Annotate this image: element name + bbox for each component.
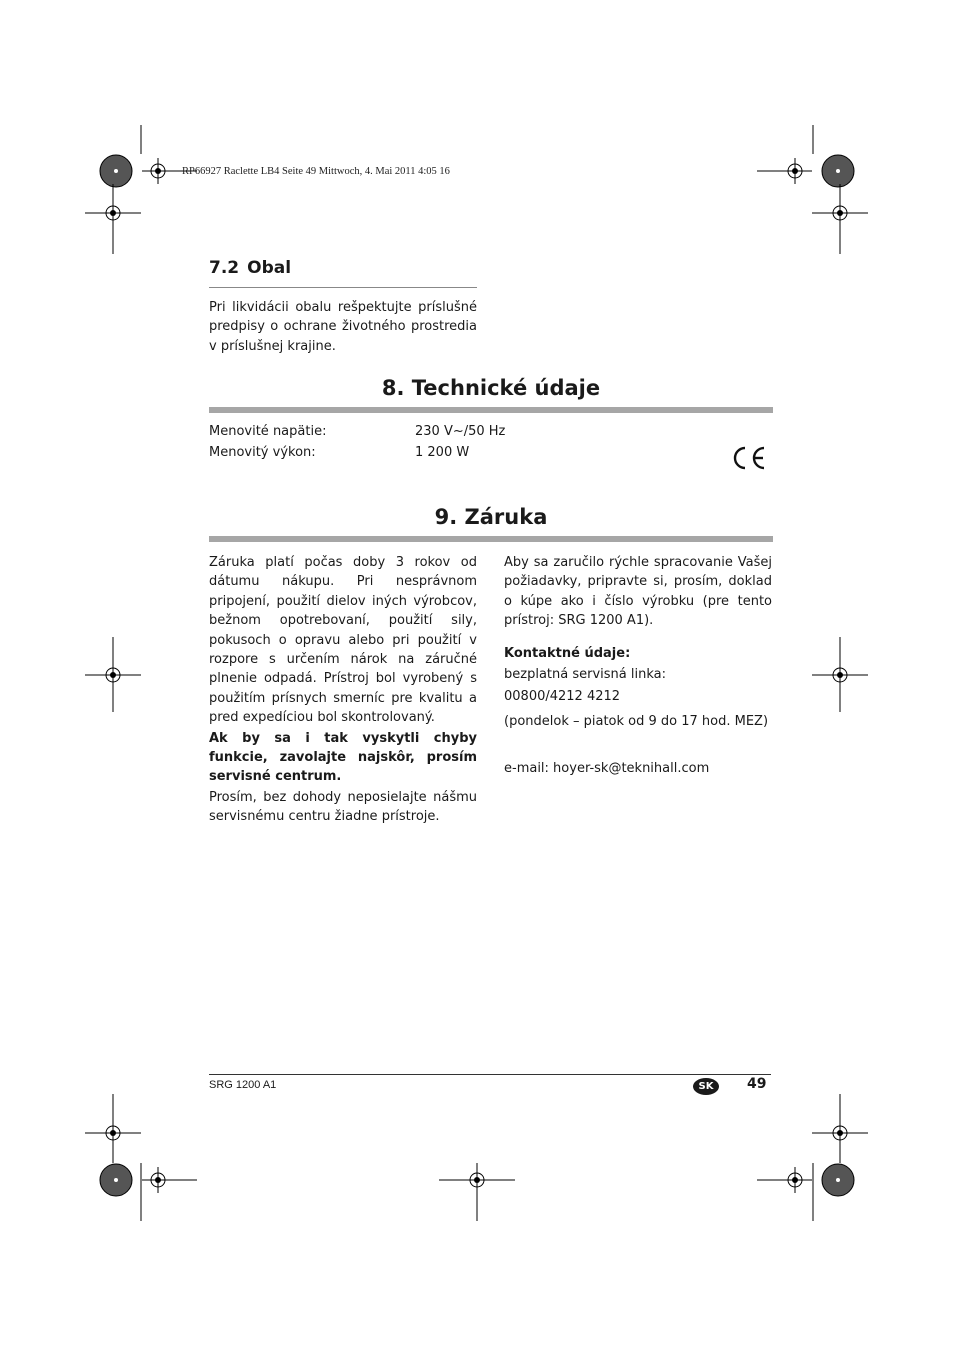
hotline-hours: (pondelok – piatok od 9 do 17 hod. MEZ) xyxy=(504,713,769,729)
section-7-2-text: Pri likvidácii obalu rešpektujte príslušné predpisy o ochrane životného prostredia v príslušnej krajine. xyxy=(209,300,477,354)
contact-title: Kontaktné údaje: xyxy=(504,645,631,661)
section-8-rule xyxy=(209,407,773,413)
language-badge: SK xyxy=(693,1078,719,1095)
section-7-2-title: Obal xyxy=(247,258,292,278)
footer-rule xyxy=(209,1074,771,1075)
section-7-2-rule xyxy=(209,287,477,288)
hotline-phone: 00800/4212 4212 xyxy=(504,689,621,705)
spec-voltage-value: 230 V~/50 Hz xyxy=(415,424,506,439)
spec-power-value: 1 200 W xyxy=(415,445,470,460)
warranty-bold-text: Ak by sa i tak vyskytli chyby funkcie, zavolajte najskôr, prosím servisné centrum. xyxy=(209,730,477,785)
warranty-right-text: Aby sa zaručilo rýchle spracovanie Vašej požiadavky, pripravte si, prosím, doklad o kúpe ako i číslo výrobku (pre tento prístroj: SRG 1200 A1). xyxy=(504,555,772,629)
warranty-text-2: Prosím, bez dohody neposielajte nášmu servisnému centru žiadne prístroje. xyxy=(209,789,477,825)
warranty-right-column xyxy=(504,553,772,779)
page-number: 49 xyxy=(747,1076,767,1092)
section-7-2-number: 7.2 xyxy=(209,258,240,278)
section-8-title: 8. Technické údaje xyxy=(381,376,601,400)
section-9-title: 9. Záruka xyxy=(434,505,548,529)
warranty-left-column xyxy=(209,553,477,827)
print-info: RP66927 Raclette LB4 Seite 49 Mittwoch, 4. Mai 2011 4:05 16 xyxy=(182,166,450,177)
section-7-2-heading xyxy=(209,258,291,278)
ce-mark-icon xyxy=(729,445,767,471)
spec-power-label: Menovitý výkon: xyxy=(209,445,316,460)
warranty-text-1: Záruka platí počas doby 3 rokov od dátumu nákupu. Pri nesprávnom pripojení, použití dielov iných výrobcov, bežnom opotrebovaní, použití sily, pokusoch o opravu alebo pri použití v rozpore s určením nárok na záručné plnenie odpadá. Prístroj bol vyrobený s použitím prísnych smerníc pre kvalitu a pred expedíciou bol skontrolovaný. xyxy=(209,555,477,726)
hotline-label: bezplatná servisná linka: xyxy=(504,667,666,683)
spec-voltage-label: Menovité napätie: xyxy=(209,424,327,439)
section-9-rule xyxy=(209,536,773,542)
contact-email: e-mail: hoyer-sk@teknihall.com xyxy=(504,761,710,777)
footer-model: SRG 1200 A1 xyxy=(209,1079,277,1091)
